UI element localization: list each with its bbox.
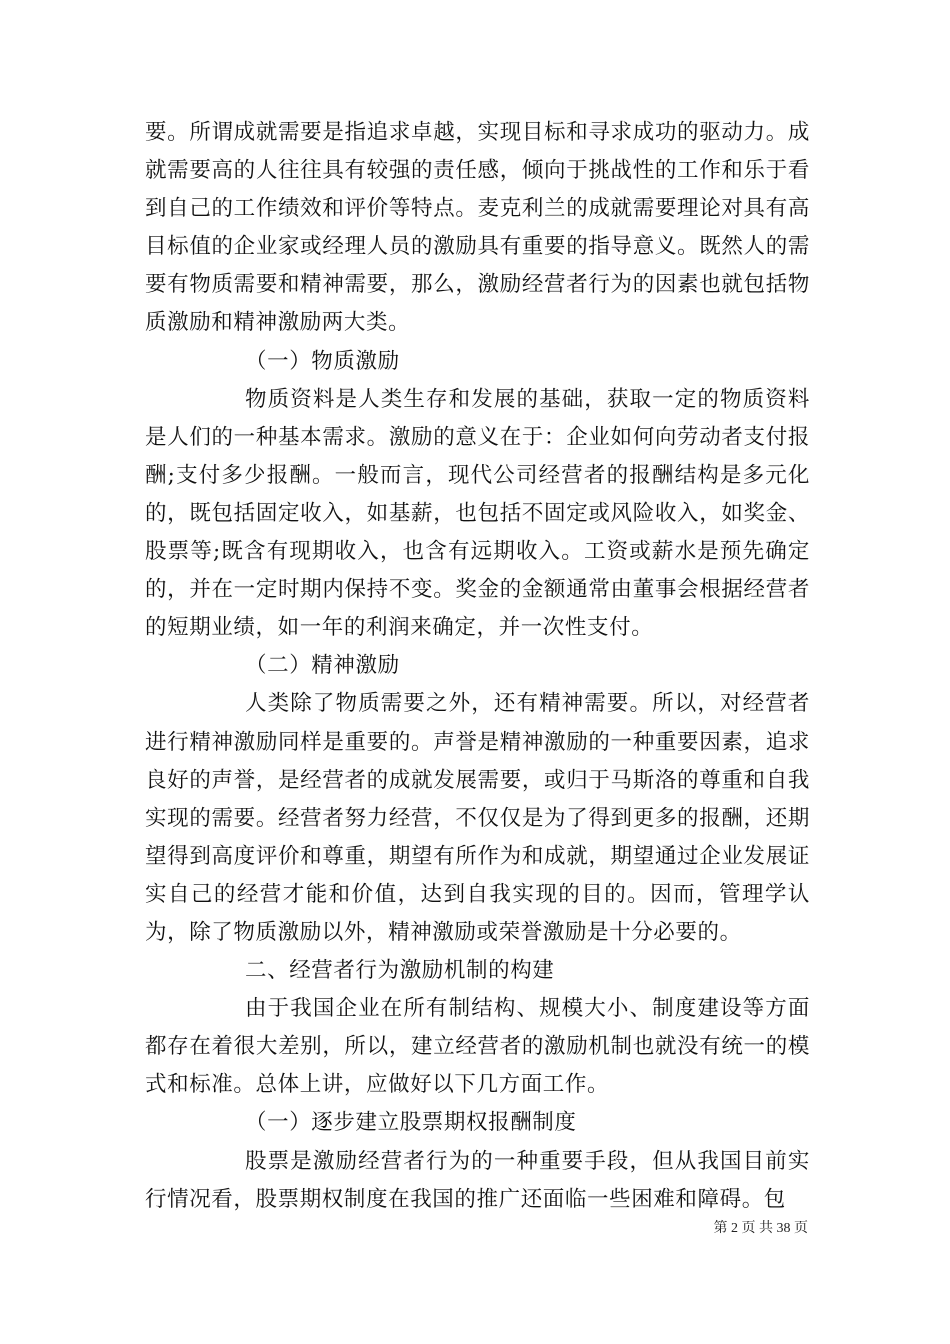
heading-mechanism-construction: 二、经营者行为激励机制的构建 xyxy=(245,958,555,984)
body-text xyxy=(145,114,810,1219)
heading-material-incentive: （一）物质激励 xyxy=(245,348,400,374)
heading-stock-option: （一）逐步建立股票期权报酬制度 xyxy=(245,1110,577,1136)
heading-spiritual-incentive: （二）精神激励 xyxy=(245,653,400,679)
paragraph-spiritual-incentive: 人类除了物质需要之外，还有精神需要。所以，对经营者进行精神激励同样是重要的。声誉是精神激励的一种重要因素，追求良好的声誉，是经营者的成就发展需要，或归于马斯洛的尊重和自我实现的需要。经营者努力经营，不仅仅是为了得到更多的报酬，还期望得到高度评价和尊重，期望有所作为和成就，期望通过企业发展证实自己的经营才能和价值，达到自我实现的目的。因而，管理学认为，除了物质激励以外，精神激励或荣誉激励是十分必要的。 xyxy=(145,691,810,945)
page-number-footer: 第 2 页 共 38 页 xyxy=(713,1221,808,1236)
paragraph-material-incentive: 物质资料是人类生存和发展的基础，获取一定的物质资料是人们的一种基本需求。激励的意义在于：企业如何向劳动者支付报酬;支付多少报酬。一般而言，现代公司经营者的报酬结构是多元化的，既包括固定收入，如基薪，也包括不固定或风险收入，如奖金、股票等;既含有现期收入，也含有远期收入。工资或薪水是预先确定的，并在一定时期内保持不变。奖金的金额通常由董事会根据经营者的短期业绩，如一年的利润来确定，并一次性支付。 xyxy=(145,386,810,641)
paragraph-achievement-need: 要。所谓成就需要是指追求卓越，实现目标和寻求成功的驱动力。成就需要高的人往往具有较强的责任感，倾向于挑战性的工作和乐于看到自己的工作绩效和评价等特点。麦克利兰的成就需要理论对具有高目标值的企业家或经理人员的激励具有重要的指导意义。既然人的需要有物质需要和精神需要，那么，激励经营者行为的因素也就包括物质激励和精神激励两大类。 xyxy=(145,120,810,336)
paragraph-stock-option: 股票是激励经营者行为的一种重要手段，但从我国目前实行情况看，股票期权制度在我国的推广还面临一些困难和障碍。包 xyxy=(145,1148,810,1212)
paragraph-mechanism-construction: 由于我国企业在所有制结构、规模大小、制度建设等方面都存在着很大差别，所以，建立经营者的激励机制也就没有统一的模式和标准。总体上讲，应做好以下几方面工作。 xyxy=(145,996,810,1098)
